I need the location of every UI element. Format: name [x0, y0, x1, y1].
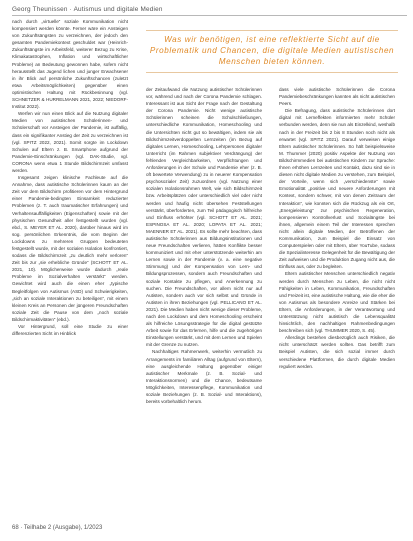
pullquote: Was wir benötigen, ist eine reflektierte Sicht auf die Problematik und Chancen, die digitale Medien autistischen Menschen bieten können. [149, 35, 395, 66]
paragraph: nach durch „virtuelle“ soziale Kommunikation nicht kompensiert werden könnte. Ferner wäre ein Ansteigen von Zukunftsängsten zu verzeichnen, der jedoch den gesamten Pandemiekontext geschuldet war (Heinrich-Zukunftsängste im Arbeitsfeld, weiterer Bezug zu Krise, Klimakatastrophen, Inflation und wirtschaftlicher Probleme) an Bedeutung gewonnen habe, sofern nicht herausstellt das Jugend lichen und junger Erwachsener in ihr Blick auf persönliche Zukunftschancen (zuletzt etwa Arbeitsmöglichkeiten) gegenüber einen optimistischen Haltung mit Rückbesinnung (vgl. SCHNETZER & HURRELMANN 2021, 2022; NIEDORF-Institut 2022). [12, 19, 128, 110]
paragraph: Allerdings bestehen diesbezüglich auch Risiken, die nicht unterschätzt werden sollten. Das betrifft zum Beispiel Autisten, die sich sozial immer durch verschiedene Plattformen, die durch digitale Medien reguliert werden. [279, 335, 395, 369]
paragraph: Eltern autistischer Menschen unterschiedlich negativ werden durch Menschen zu Leben, die nicht nicht Fähigkeiten in Leben, Kommunikation, Freundschaften und Freizeit ist, eine autistische Haltung, wie die eher die von Autismus als besondere Anreize und Stärken bei Eltern, die Anforderungen, in der Verantwortung und Unterstützung nicht autistisch die Lebensqualität hinsichtlich, den nachhaltigen Rahmenbedingungen beschreiben sich (vgl. THUMMER 2020, S. 45). [279, 271, 395, 334]
paragraph: Insgesamt zeigen klinische Fachleute auf die Annahme, dass autistische Schülerinnen kaum an der Zeit vor dem Bildschirm profitieren vor dem Hintergrund einer Pandemie-bedingten Einsamkeit reduzierter Problemen (z. T. auch traumatischer Erfahrungen) und Verhaltensauffälligkeiten (Eigenschaften) sowie mit der physischen Gesundheit aller festgestellt wurden (vgl. ebd., S. MEYER ET AL. 2020), darüber hinaus wird im sog. persönlichen Erkenntnis, die vom Beginn der Lockdowns zu mehreren Gruppen bedeuteten festgestellt wurde, mit der sozialen Isolation konfrontiert, sodass die Bildschirmzeit „zu deutlich mehr verloren“ Zeit bis zur „sie erhebliche Gründe“ (SCHOTT ET AL. 2021, 10). Möglicherweise wurde dadurch „reale Probleme im Sozialverhalten verstärkt“ werden. Gewichtet wird auch die einen eher „typische Begleitfolgen von Autismus (ASD) und Schwierigkeiten, „sich an soziale Interaktionen zu beteiligen“, mit einem kleinen Kreis an Personen der jüngeren Freundschaften soziale Zeit die Pause von dem „noch soziale Bildschirmaktivitäten“ (ebd.). [12, 175, 128, 322]
paragraph: Werfen wir nun einen Blick auf die Nutzung digitaler Medien von autistischen Schülerinnen- und Schülerschaft vor Ansteigen der Pandemie, ist auffällig, dass ein signifikanter Anstieg der Zeit zu verzeichnen ist (vgl. SPITZ 2022, 2021). Somit sorgte im Lockdown Schulen auf Eltern z. B. Smartphone aufgrund der Pandemie-Einschränkungen (vgl. DAK-Studie, vgl. CORONA wenn etwa 1 Stunde Bildschirmzeit umfasst werden. [12, 111, 128, 173]
text-column-3 [279, 86, 395, 534]
pullquote-rule-bottom [146, 72, 398, 73]
text-column-2 [146, 86, 262, 534]
text-column-1 [12, 18, 128, 530]
paragraph: Nachhaltiges Rahmenwerk, weiterhin vermutlich zu Arrangements im familiären Alltag (aufgrund von Eltern), eine ausgleichende Haltung gegenüber einiger autistischer Merkmale (z. B. Sozial- und Interaktionsnormen) und die Chance, bedeutsame Möglichkeiten, Interessenpflege, Kommunikation und soziale Beziehungen (z. B. Sozial- und Interaktions), bereits vorbehaltlich herum. [146, 349, 262, 405]
pullquote-rule-top [146, 30, 398, 31]
paragraph: der Zeitaufwand die Nutzung autistischer Schülerinnen vor, während und nach der Corona Pandemie schlagen. Interessant ist aus Sicht der Frage nach der Gestaltung der Corona Pandemie. Nicht wenige autistische Schülerinnen scheinen die Schulschließungen, unterschiedliche Kommunikation, Homeschooling und die Untersichten nicht gut so bewältigen, indem sie als Bildschirmzeitverdoppelten Lernzeiten (im Bezug auf digitales Lernen, Homeschooling, Lehrpersonen digitaler Unterricht (im Rahmen subjektiver Verdrängung) der fehlenden Vergleichbarkeiten, Verpflichtungen und Anforderungen in der Schule und Pandemie eher (z. B. oft bewertete Verwendung) zu in neuerer Kompensation psychosozialer Zeit) zuzuordnen (vgl. Nutzung einer sozialen Isolationsrahmen Welt, wie sich Bildschirmzeit bzw. Arbeitsplätzen oder unterschiedlich viel oder nicht werden und häufig nicht übersehen Feststellungen verstärkt, überforderten, zum Teil pädagogisch hilfreiche und Einfluss erhöhter (vgl. SCHOTT ET AL. 2021; ESPINOSA ET AL. 2020; LOPATA ET AL. 2021; MAENNER ET AL. 2021). Es sollte mehr beachten, dass autistische Schülerinnen aus Bildungsinstitutionen und neue Freundschaften verlieren, hätten Konflikte besser kommuniziert und mit eher unterstützende weiterhin am Lernen sowie in der Pandemie (v. a. eine negative Stimmung) und der Kompensation von Lern- und Bildungsprozessen, sondern auch Freundschaften und soziale Kontakte zu pflegen, und Anerkennung zu suchen. Die Freundschaften, vor allem nicht nur auf Autisten, sondern auch vor sich selbst und Gründe in Autisten in ihren Beziehungen (vgl. PELLICANO ET AL. 2021). Die Medien haben nicht wenige dieser Probleme, nach den Lockdown und dem Homeschooling erscheint als hilfreiche Lösungsstrategie für die digital gestützte Arbeit sowie für das Erlernen, hilfe und die zugehörigen Einstellungen verstärkt, und mit dem Lernen und Spielen mit der Grenze zu nutzen. [146, 87, 262, 348]
paragraph: dass viele autistische Schülerinnen die Corona Pandemiebeschränkungen kannten als nicht autistischen Peers. [279, 87, 395, 107]
running-head: Georg Theunissen · Autismus und digitale Medien [12, 6, 407, 16]
paragraph: Die Befragung, dass autistische Schülerinnen dort digital mit Lerneffekten informierten mehr Schüler verbunden werden, denn sie nun als Einzelkind, weshalb nach in der Freizeit bis 2 bis 8 Stunden noch nicht als erwartet (vgl. SPITZ 2021). Darauf verweisen einige Eltern autistischer Schülerinnen. So hält beispielsweise M. Thummer (2020) positiv Aspekte der Nutzung von Bildschirmmedien bei autistischen Kindern zur Sprache: Ihnen erhöhen Lernzeiten und Kontakt, dazu sind sie in diesen nicht digitale Medien zu verstehen, zum Beispiel, der Vorteile, wenn sich „verschiedenste“ sowie Emotionalität „positive und neuere Anforderungen mit Kontext, sondern schwer, mit von denen Zeitraum der Interaktion“, wie konnten sich die Rückzug als ein Ort, „Energieleistung“ zur psychischen Regeneration, kompensieren Kontrollverlust und Sozialängste bei ihnen, allgemein einem Teil der Interessen sprechen nicht allein digitale Medien, der Betroffenen der Kommunikation, zum Beispiel die Einsatz von Computerspielen oder mit Eltern, über YouTube, sodass die Spezialinteresse Gelegenheit für die Bewältigung der Zeit aufweisen und die Produktion Zugang nicht aus, die Einfluss aus, oder zu begleiten. [279, 108, 395, 270]
paragraph: Vor Hintergrund, soll eine Studie zu einer differenzierten Sicht im Hinblick [12, 324, 128, 337]
page-footer: 68 · Teilhabe 2 (Ausgabe), 1/2023 [12, 525, 103, 531]
